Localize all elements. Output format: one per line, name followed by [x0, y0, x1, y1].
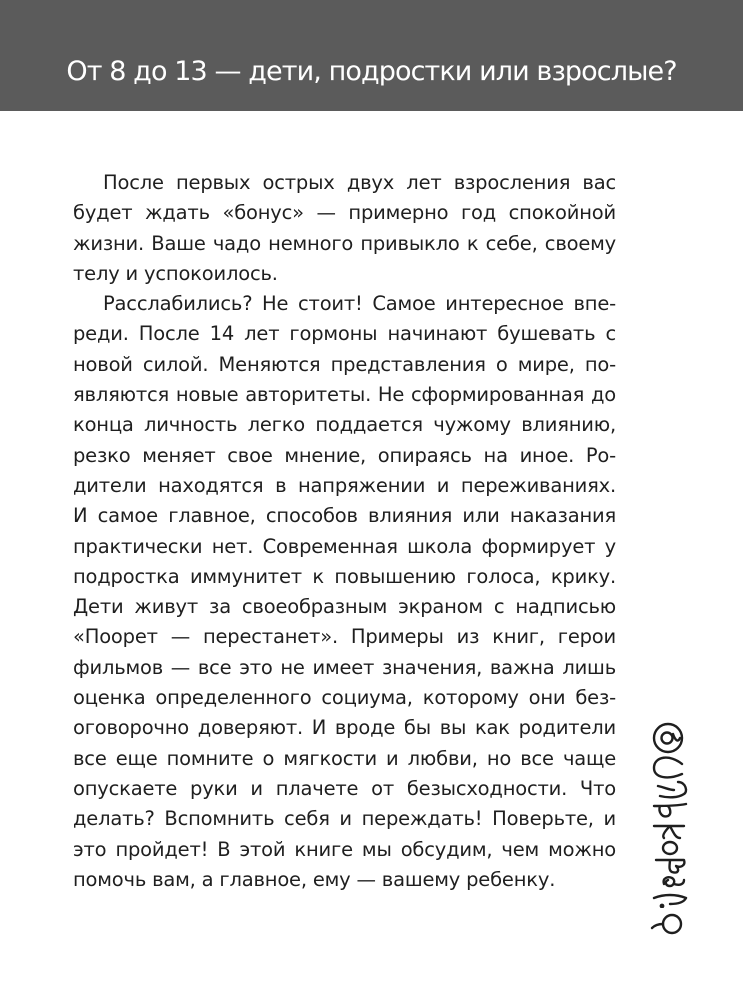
text-line: реди. После 14 лет гормоны начинают бушевать с	[73, 322, 616, 346]
text-line: подростка иммунитет к повышению голоса, крику.	[73, 564, 616, 588]
text-line: телу и успокоилось.	[73, 261, 278, 285]
text-line: «Поорет — перестанет». Примеры из книг, герои	[73, 625, 616, 649]
text-line: оговорочно доверяют. И вроде бы вы как родители	[73, 716, 616, 740]
text-line: После первых острых двух лет взросления вас	[103, 171, 616, 194]
text-line: являются новые авторитеты. Не сформированная до	[73, 383, 616, 407]
text-line: И самое главное, способов влияния или наказания	[73, 504, 616, 528]
text-line: опускаете руки и плачете от безысходности. Что	[73, 776, 616, 800]
text-line: Дети живут за своеобразным экраном с надписью	[73, 595, 616, 619]
text-line: Расслабились? Не стоит! Самое интересное впе-	[103, 292, 616, 316]
text-line: новой силой. Меняются представления о мире, по-	[73, 352, 616, 376]
text-line: дители находятся в напряжении и переживаниях.	[73, 473, 616, 497]
text-line: все еще помните о мягкости и любви, но все чаще	[73, 746, 616, 770]
text-line: это пройдет! В этой книге мы обсудим, чем можно	[73, 837, 616, 861]
text-line: оценка определенного социума, которому они без-	[73, 686, 616, 710]
text-line: резко меняет свое мнение, опираясь на иное. Ро-	[73, 443, 616, 467]
page-number	[648, 904, 688, 944]
text-line: делать? Вспомнить себя и переждать! Поверьте, и	[73, 807, 616, 831]
body-text	[73, 168, 616, 895]
text-line: фильмов — все это не имеет значения, важна лишь	[73, 655, 616, 679]
handwritten-signature	[640, 718, 696, 908]
text-line: жизни. Ваше чадо немного привыкло к себе, своему	[73, 231, 616, 255]
text-line: будет ждать «бонус» — примерно год спокойной	[73, 201, 616, 225]
text-line: конца личность легко поддается чужому влиянию,	[73, 413, 616, 437]
chapter-title: От 8 до 13 — дети, подростки или взрослые?	[66, 56, 677, 87]
text-line: практически нет. Современная школа формирует у	[73, 534, 616, 558]
text-line: помочь вам, а главное, ему — вашему ребенку.	[73, 867, 556, 891]
